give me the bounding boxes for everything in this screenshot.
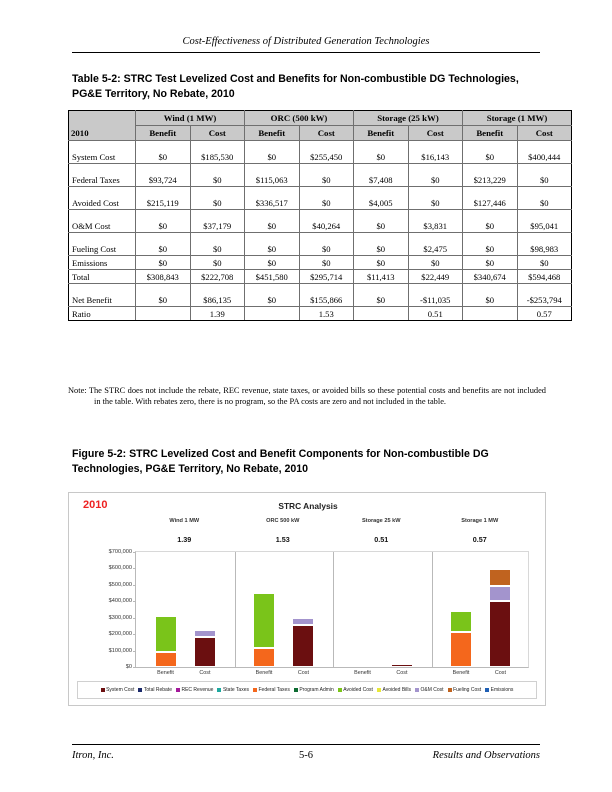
table-corner-year: 2010: [69, 111, 136, 141]
table-cell: $222,708: [190, 270, 245, 284]
table-subheader: Cost: [190, 126, 245, 141]
table-row: [69, 270, 572, 284]
chart-legend-label: State Taxes: [222, 687, 249, 693]
table-cell: $0: [190, 233, 245, 256]
table-cell: $3,831: [408, 210, 463, 233]
chart-bar-segment: [253, 648, 275, 667]
legend-swatch-icon: [138, 688, 142, 692]
chart-bar-segment: [292, 618, 314, 625]
table-cell: $0: [190, 187, 245, 210]
table-row: [69, 187, 572, 210]
table-row-label: Fueling Cost: [69, 233, 136, 256]
table-cell: $308,843: [136, 270, 191, 284]
table-cell: $0: [245, 141, 300, 164]
chart-legend-item[interactable]: [377, 687, 411, 693]
chart-y-tick-label: $600,000: [108, 565, 132, 572]
table-row-label: Federal Taxes: [69, 164, 136, 187]
table-row: [69, 141, 572, 164]
table-cell: [354, 307, 409, 321]
chart-year-badge: 2010: [83, 499, 108, 511]
table-cell: $0: [299, 164, 354, 187]
chart-group-name: Storage 1 MW: [461, 518, 499, 524]
chart-legend-item[interactable]: [101, 687, 135, 693]
chart-bar-segment: [450, 611, 472, 632]
table-subheader: Benefit: [136, 126, 191, 141]
table-cell: $0: [245, 284, 300, 307]
table-row-label: Net Benefit: [69, 284, 136, 307]
table-row: [69, 210, 572, 233]
chart-bar: [489, 569, 511, 676]
chart-legend-label: System Cost: [106, 687, 135, 693]
table-cell: $0: [299, 233, 354, 256]
footer-rule: [72, 744, 540, 745]
chart-bar-segment: [489, 586, 511, 602]
chart-bar: [391, 660, 413, 676]
chart-y-tick: [133, 651, 136, 652]
chart-x-tick-label: Cost: [396, 670, 408, 676]
chart-group-divider: [333, 552, 334, 667]
chart-group-ratio: 0.57: [472, 535, 487, 544]
legend-swatch-icon: [176, 688, 180, 692]
chart-bar: [352, 663, 374, 676]
chart-bar-segment: [450, 632, 472, 667]
chart-y-tick-label: $400,000: [108, 598, 132, 605]
table-cell: $95,041: [517, 210, 572, 233]
table-cell: $16,143: [408, 141, 463, 164]
chart-legend-label: Program Admin: [299, 687, 334, 693]
table-row-label: Avoided Cost: [69, 187, 136, 210]
chart-legend-label: Total Rebate: [143, 687, 172, 693]
table-cell: $0: [245, 256, 300, 270]
chart-y-tick-label: $0: [125, 664, 132, 670]
table-cell: $0: [190, 256, 245, 270]
table-cell: $11,413: [354, 270, 409, 284]
legend-swatch-icon: [377, 688, 381, 692]
chart-y-tick-label: $500,000: [108, 581, 132, 588]
table-subheader: Cost: [517, 126, 572, 141]
chart-group-header: [135, 518, 234, 550]
table-cell: $0: [354, 233, 409, 256]
chart-bar: [450, 611, 472, 676]
table-cell: $98,983: [517, 233, 572, 256]
chart-y-tick: [133, 634, 136, 635]
table-cell: $86,135: [190, 284, 245, 307]
table-subheader: Cost: [408, 126, 463, 141]
table-cell: $0: [463, 210, 518, 233]
table-cell: $0: [354, 141, 409, 164]
chart-legend-label: Fueling Cost: [453, 687, 482, 693]
table-cell: $0: [517, 187, 572, 210]
chart-y-tick: [133, 552, 136, 553]
table-head: [69, 111, 572, 141]
table-cell: [136, 307, 191, 321]
table-cell: $37,179: [190, 210, 245, 233]
table-container: [68, 110, 562, 321]
table-cell: $0: [463, 233, 518, 256]
table-cell: 0.57: [517, 307, 572, 321]
table-row: [69, 233, 572, 256]
table-cell: $0: [136, 256, 191, 270]
chart-bar: [292, 618, 314, 676]
chart-y-tick-label: $300,000: [108, 614, 132, 621]
chart-group-header: [234, 518, 333, 550]
legend-swatch-icon: [415, 688, 419, 692]
table-cell: $0: [463, 141, 518, 164]
table-row-label: System Cost: [69, 141, 136, 164]
chart-group-ratio: 1.39: [177, 535, 192, 544]
chart-x-tick-label: Cost: [199, 670, 211, 676]
table-cell: 1.53: [299, 307, 354, 321]
chart-bar-segment: [352, 665, 374, 667]
table-cell: $0: [299, 187, 354, 210]
chart-legend-label: Federal Taxes: [258, 687, 290, 693]
chart-legend-label: REC Revenue: [181, 687, 214, 693]
chart-bar: [194, 630, 216, 676]
chart-y-tick: [133, 618, 136, 619]
legend-swatch-icon: [101, 688, 105, 692]
table-group-header: ORC (500 kW): [245, 111, 354, 126]
table-subheader: Cost: [299, 126, 354, 141]
footer-left: Itron, Inc.: [72, 750, 114, 761]
chart-bar-segment: [489, 601, 511, 667]
chart-group-name: Wind 1 MW: [169, 518, 200, 524]
table-cell: $155,866: [299, 284, 354, 307]
footer-right: Results and Observations: [432, 750, 540, 761]
table-cell: $22,449: [408, 270, 463, 284]
chart-bar-segment: [391, 664, 413, 667]
chart-x-tick-label: Benefit: [354, 670, 371, 676]
chart-legend-item[interactable]: [176, 687, 213, 693]
table-subheader-row: [69, 126, 572, 141]
chart-legend-label: Emissions: [490, 687, 514, 693]
table-row: [69, 164, 572, 187]
chart-legend-item[interactable]: [415, 687, 444, 693]
chart-legend-item[interactable]: [138, 687, 172, 693]
figure-caption: Figure 5-2: STRC Levelized Cost and Benefit Components for Non-combustible DG Technologies, PG&E Territory, No Rebate, 2010: [72, 448, 489, 475]
table-row: [69, 284, 572, 307]
table-cell: $0: [136, 284, 191, 307]
table-cell: $7,408: [354, 164, 409, 187]
table-row: [69, 256, 572, 270]
table-cell: $0: [354, 256, 409, 270]
chart-legend-item[interactable]: [338, 687, 373, 693]
chart-legend-label: Avoided Cost: [343, 687, 373, 693]
chart-y-tick-label: $700,000: [108, 549, 132, 555]
chart-group-header: [332, 518, 431, 550]
table-cell: $255,450: [299, 141, 354, 164]
legend-swatch-icon: [485, 688, 489, 692]
chart-legend-item[interactable]: [485, 687, 513, 693]
chart-bar-segment: [194, 637, 216, 667]
header-rule: [72, 52, 540, 53]
table-cell: $185,530: [190, 141, 245, 164]
running-head: Cost-Effectiveness of Distributed Generation Technologies: [182, 36, 430, 47]
table-cell: $340,674: [463, 270, 518, 284]
chart-group-name: ORC 500 kW: [266, 518, 300, 524]
table-cell: $0: [408, 187, 463, 210]
chart-x-tick-label: Benefit: [157, 670, 174, 676]
table-group-header-row: [69, 111, 572, 126]
legend-swatch-icon: [338, 688, 342, 692]
chart-y-tick: [133, 601, 136, 602]
table-cell: $295,714: [299, 270, 354, 284]
chart-legend-item[interactable]: [253, 687, 290, 693]
table-cell: $0: [354, 284, 409, 307]
chart-bar-segment: [155, 652, 177, 667]
table-cell: 0.51: [408, 307, 463, 321]
table-cell: $2,475: [408, 233, 463, 256]
chart-bar: [155, 616, 177, 676]
table-cell: [245, 307, 300, 321]
table-cell: $115,063: [245, 164, 300, 187]
table-cell: $40,264: [299, 210, 354, 233]
table-cell: $0: [463, 284, 518, 307]
chart-legend: [77, 681, 537, 699]
table-body: [69, 141, 572, 321]
table-group-header: Wind (1 MW): [136, 111, 245, 126]
table-cell: $451,580: [245, 270, 300, 284]
chart-x-tick-label: Cost: [494, 670, 506, 676]
table-cell: $0: [190, 164, 245, 187]
table-cell: $400,444: [517, 141, 572, 164]
table-cell: $0: [299, 256, 354, 270]
chart-bar: [253, 593, 275, 676]
chart-legend-item[interactable]: [448, 687, 482, 693]
table-cell: $93,724: [136, 164, 191, 187]
table-cell: $0: [245, 233, 300, 256]
table-cell: $213,229: [463, 164, 518, 187]
chart-legend-item[interactable]: [217, 687, 249, 693]
chart-group-header: [431, 518, 530, 550]
table-cell: $0: [517, 164, 572, 187]
legend-swatch-icon: [294, 688, 298, 692]
chart-bar-segment: [292, 625, 314, 667]
table-cell: $0: [136, 233, 191, 256]
table-cell: $215,119: [136, 187, 191, 210]
table-cell: $0: [408, 164, 463, 187]
chart-y-tick: [133, 585, 136, 586]
chart-group-ratio: 1.53: [275, 535, 290, 544]
table-row-label: Total: [69, 270, 136, 284]
chart-y-tick: [133, 667, 136, 668]
table-cell: $0: [136, 210, 191, 233]
chart-legend-item[interactable]: [294, 687, 334, 693]
table-cell: $594,468: [517, 270, 572, 284]
footer-page-number: 5-6: [299, 750, 313, 761]
table-cell: $0: [463, 256, 518, 270]
table-subheader: Benefit: [245, 126, 300, 141]
chart-title: STRC Analysis: [278, 501, 338, 511]
chart-legend-label: Avoided Bills: [382, 687, 411, 693]
table-cell: 1.39: [190, 307, 245, 321]
table-cell: -$11,035: [408, 284, 463, 307]
table-group-header: Storage (1 MW): [463, 111, 572, 126]
chart-group-ratio: 0.51: [374, 535, 389, 544]
chart-x-tick-label: Cost: [297, 670, 309, 676]
table-subheader: Benefit: [354, 126, 409, 141]
chart-y-tick-label: $100,000: [108, 647, 132, 654]
chart-group-divider: [432, 552, 433, 667]
chart-plot-area: [108, 549, 529, 676]
legend-swatch-icon: [253, 688, 257, 692]
table-cell: $0: [408, 256, 463, 270]
chart-bar-segment: [489, 569, 511, 585]
table-note: [68, 385, 546, 408]
table-group-header: Storage (25 kW): [354, 111, 463, 126]
table-cell: [463, 307, 518, 321]
chart-bar-segment: [155, 616, 177, 651]
table-row: [69, 307, 572, 321]
chart-group-name: Storage 25 kW: [361, 518, 401, 524]
chart-x-tick-label: Benefit: [452, 670, 470, 676]
table-cell: $0: [245, 210, 300, 233]
chart-y-tick: [133, 568, 136, 569]
table-row-label: Ratio: [69, 307, 136, 321]
chart-y-tick-label: $200,000: [108, 631, 132, 638]
table-caption: Table 5-2: STRC Test Levelized Cost and Benefits for Non-combustible DG Technologies, PG&E Territory, No Rebate, 2010: [72, 73, 519, 100]
legend-swatch-icon: [217, 688, 221, 692]
table-cell: $0: [354, 210, 409, 233]
table-cell: $4,005: [354, 187, 409, 210]
table-cell: $0: [136, 141, 191, 164]
strc-analysis-chart: [68, 492, 546, 706]
table-row-label: O&M Cost: [69, 210, 136, 233]
chart-group-divider: [235, 552, 236, 667]
chart-legend-label: O&M Cost: [420, 687, 444, 693]
table-cell: $127,446: [463, 187, 518, 210]
table-subheader: Benefit: [463, 126, 518, 141]
table-cell: $336,517: [245, 187, 300, 210]
chart-x-tick-label: Benefit: [255, 670, 273, 676]
table-note-text: Note: The STRC does not include the rebate, REC revenue, state taxes, or avoided bills so these potential costs and benefits are not included in the table. With rebates zero, there is no program, so the PA costs are zero and not included in the table.: [68, 386, 546, 407]
legend-swatch-icon: [448, 688, 452, 692]
table-row-label: Emissions: [69, 256, 136, 270]
strc-cost-benefit-table: [68, 110, 572, 321]
table-cell: -$253,794: [517, 284, 572, 307]
table-cell: $0: [517, 256, 572, 270]
chart-bar-segment: [253, 593, 275, 648]
